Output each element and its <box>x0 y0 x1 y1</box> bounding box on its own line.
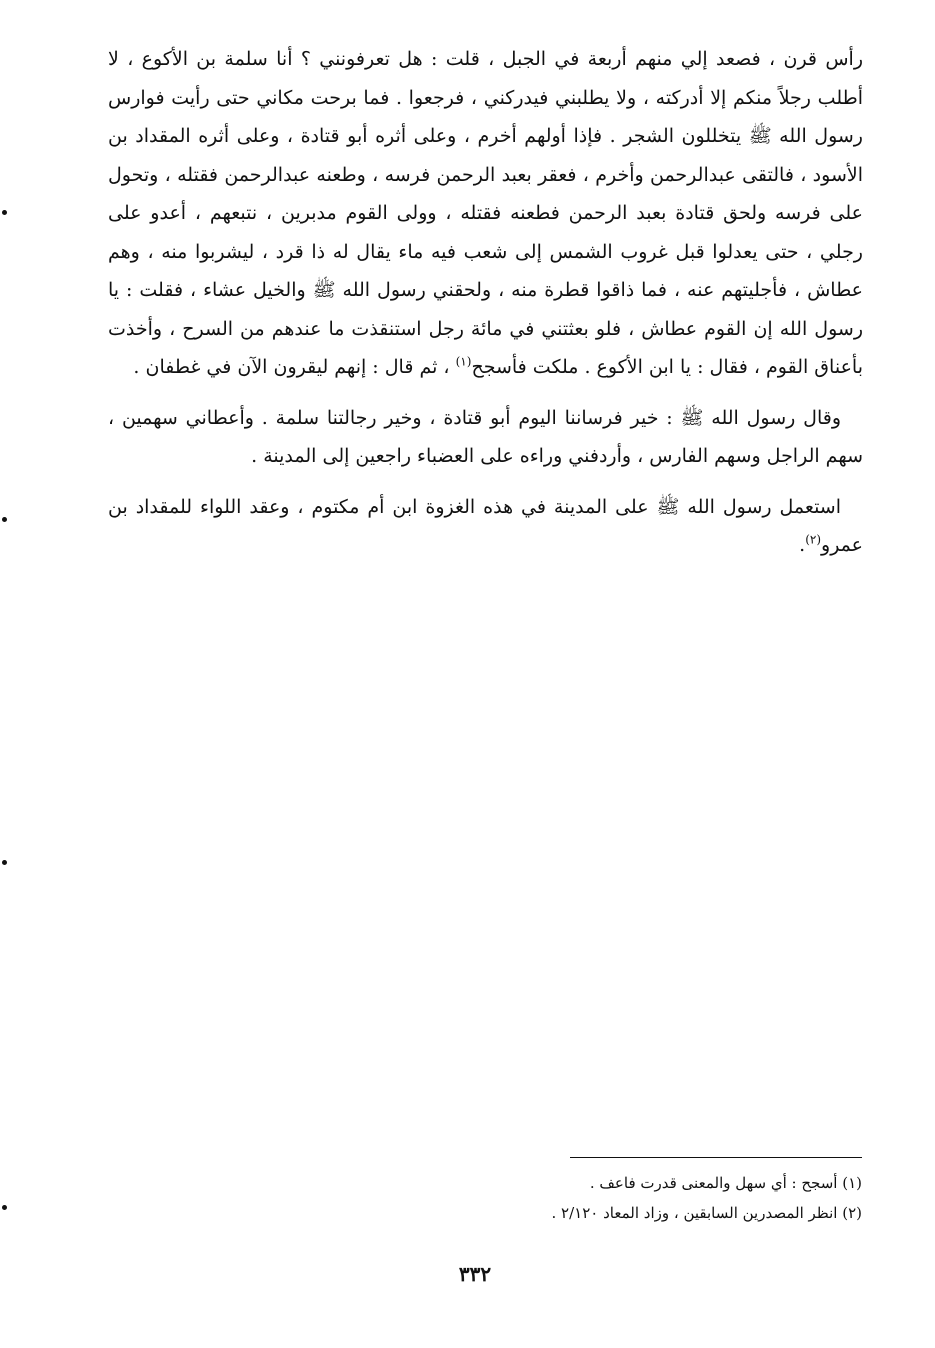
text-line: . <box>799 534 806 556</box>
text-line: ، ثم قال : إنهم ليقرون <box>273 356 450 378</box>
text-line: رأس قرن ، فصعد إلي منهم أربعة في الجبل ، قلت : هل تعرفونني ؟ أنا سلمة بن الأكوع ، <box>127 48 863 70</box>
page-number: ٣٣٢ <box>458 1262 492 1286</box>
footnote-2: (٢) انظر المصدرين السابقين ، وزاد المعاد ٢/١٢٠ . <box>551 1204 862 1222</box>
text-line: أبو قتادة ، وعلى أثره المقداد بن الأسود ، فالتقى عبدالرحمن وأخرم ، فعقر <box>108 125 863 186</box>
scan-speck <box>2 517 7 522</box>
text-line: للمقداد بن عمرو <box>108 495 863 556</box>
footnote-1: (١) أسجح : أي سهل والمعنى قدرت فاعف . <box>589 1174 862 1192</box>
text-line: وأخذت بأعناق القوم ، فقال : يا ابن الأكوع . ملكت فأسجح <box>108 317 863 378</box>
footnotes <box>300 1168 862 1228</box>
footnote-ref: (٢) <box>805 532 822 547</box>
text-line: وقال رسول الله ﷺ : خير فرساننا اليوم أبو قتادة ، وخير رجالتنا سلمة . وأعطاني <box>185 406 842 429</box>
text-line: سهمين ، سهم الراجل وسهم الفارس ، وأردفني وراءه على العضباء راجعين إلى المدينة . <box>108 406 863 467</box>
text-line: استعمل رسول الله ﷺ على المدينة في هذه الغزوة ابن أم مكتوم ، وعقد اللواء <box>200 495 841 518</box>
text-line: حتى رأيت فوارس رسول الله ﷺ يتخللون الشجر . فإذا أولهم أخرم ، وعلى أثره <box>108 86 863 147</box>
paragraph-3 <box>108 488 863 565</box>
main-text <box>108 40 863 565</box>
paragraph-2 <box>108 399 863 476</box>
footnote-ref: (١) <box>455 354 472 369</box>
paragraph-1 <box>108 40 863 387</box>
scan-speck <box>2 1205 7 1210</box>
text-line: بعبد الرحمن فرسه ، وطعنه عبدالرحمن فقتله ، وتحول على فرسه ولحق قتادة <box>108 163 863 224</box>
footnote-divider <box>570 1157 862 1158</box>
text-line: لا أطلب رجلاً منكم إلا أدركته ، ولا يطلبني فيدركني ، فرجعوا . فما برحت مكاني <box>108 48 864 109</box>
text-line: رسول الله إن القوم عطاش ، فلو بعثتني في مائة رجل استنقذت ما عندهم من السرح ، <box>169 317 863 340</box>
text-line: الآن في غطفان . <box>133 356 268 378</box>
text-line: قبل غروب الشمس إلى شعب فيه ماء يقال له ذا قرد ، ليشربوا منه ، وهم عطاش ، <box>108 240 864 301</box>
scan-speck <box>2 210 7 215</box>
scan-speck <box>2 860 7 865</box>
text-line: فأجليتهم عنه ، فما ذاقوا قطرة منه ، ولحقني رسول الله ﷺ والخيل عشاء ، فقلت : يا <box>108 279 788 301</box>
text-line: بعبد الرحمن فطعنه فقتله ، وولى القوم مدبرين ، نتبعهم ، أعدو على رجلي ، حتى يعدلوا <box>108 202 863 263</box>
